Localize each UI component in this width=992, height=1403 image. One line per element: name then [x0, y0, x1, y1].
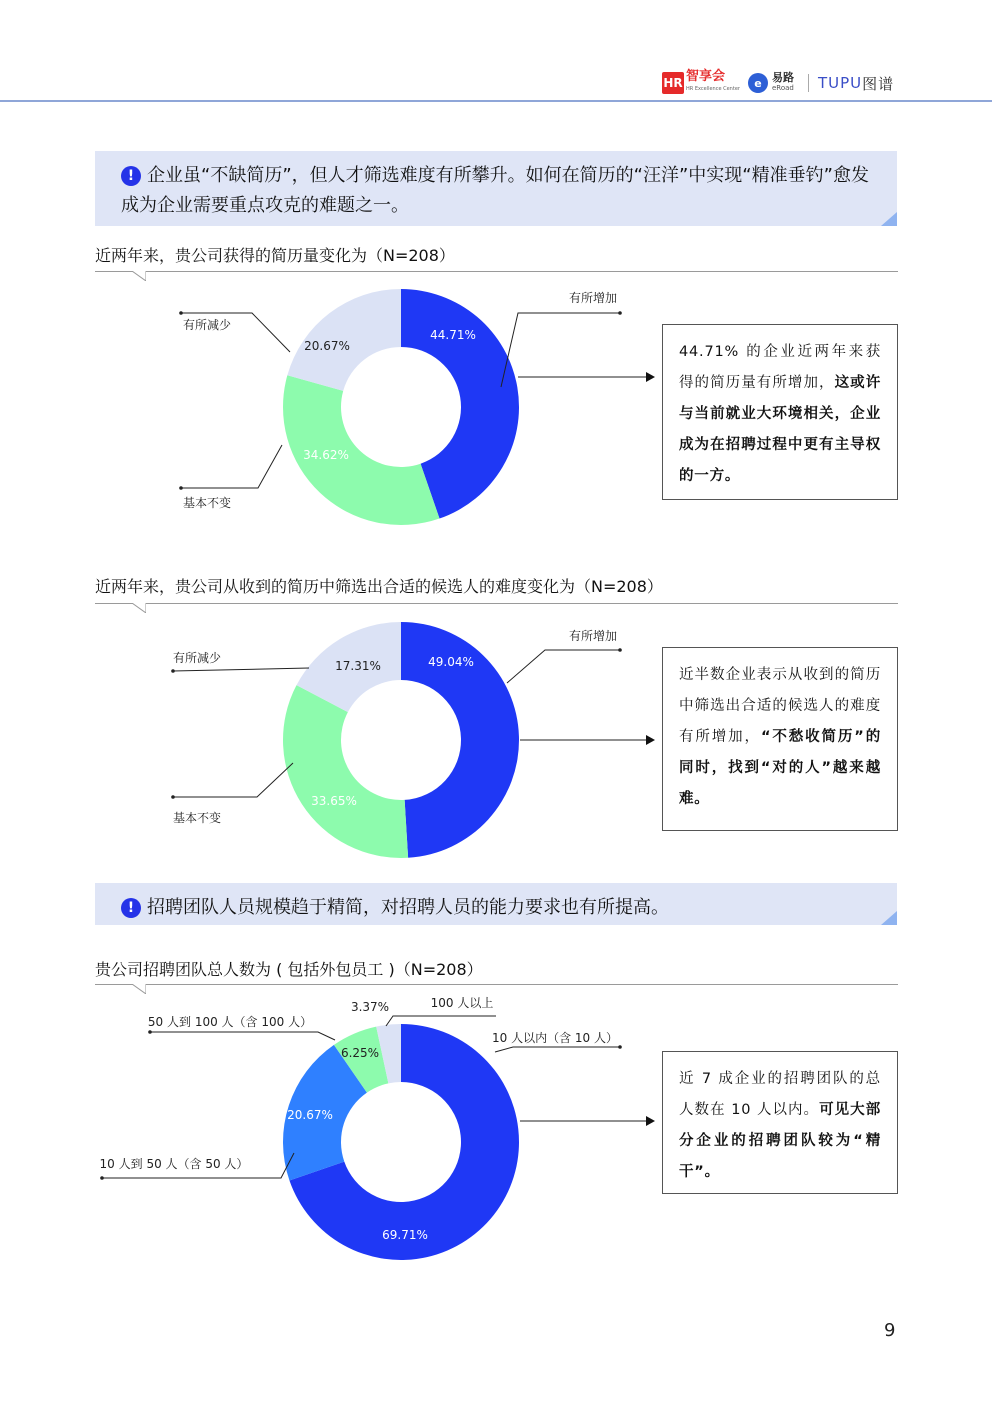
chart-3-legend-50to100: 50 人到 100 人（含 100 人）: [147, 1015, 313, 1029]
arrow-right-icon: [646, 1116, 655, 1126]
chart-2-title: 近两年来，贵公司从收到的简历中筛选出合适的候选人的难度变化为（N=208）: [95, 577, 663, 596]
tupu-logo-en: TUPU: [818, 74, 863, 92]
chart-3-donut: [283, 1000, 519, 1260]
callout-2-bold: “不愁收简历”的同时，找到“对的人”越来越难。: [679, 729, 881, 807]
hr-logo-sub: HR Excellence Center: [686, 86, 740, 92]
callout-1-plain: 44.71% 的企业近两年来获得的简历量有所增加，: [679, 344, 881, 391]
slice-value-label: 17.31%: [335, 659, 381, 673]
page-number: 9: [884, 1320, 896, 1341]
chart-3-legend-10to50: 10 人到 50 人（含 50 人）: [99, 1157, 249, 1171]
arrow-right-icon: [646, 735, 655, 745]
callout-3-bold: 可见大部分企业的招聘团队较为“精干”。: [679, 1102, 882, 1180]
logo-separator: [808, 74, 809, 92]
exclamation-icon: !: [121, 166, 141, 186]
insight-banner-2: [95, 883, 897, 925]
chart-1-legend-increase: 有所增加: [568, 291, 618, 305]
exclamation-icon: !: [121, 898, 141, 918]
banner-1-text: 企业虽“不缺简历”，但人才筛选难度有所攀升。如何在简历的“汪洋”中实现“精准垂钓”愈发成为企业需要重点攻克的难题之一。: [121, 165, 869, 216]
chart-2-legend-decrease: 有所减少: [172, 651, 222, 665]
chart-1-rule: [95, 271, 898, 272]
slice-value-label: 6.25%: [340, 1046, 380, 1060]
banner-2-text: 招聘团队人员规模趋于精简，对招聘人员的能力要求也有所提高。: [147, 897, 669, 918]
callout-3-plain: 近 7 成企业的招聘团队的总人数在 10 人以内。: [679, 1071, 881, 1118]
chart-2-rule: [95, 603, 898, 604]
hr-logo-name: 智享会: [686, 69, 726, 84]
chart-3-rule: [95, 984, 898, 985]
chart-2-legend-same: 基本不变: [172, 811, 222, 825]
rule-notch-icon: [132, 603, 146, 613]
slice-value-label: 44.71%: [430, 328, 476, 342]
header-divider: [0, 100, 992, 102]
chart-3-legend-over100: 100 人以上: [430, 996, 494, 1010]
eroad-logo-name: 易路: [772, 71, 794, 84]
callout-3: [662, 1051, 898, 1194]
slice-value-label: 69.71%: [382, 1228, 428, 1242]
slice-value-label: 33.65%: [311, 794, 357, 808]
chart-1-legend-same: 基本不变: [182, 496, 232, 510]
hr-excellence-logo: [662, 70, 740, 96]
folded-corner-icon: [881, 911, 897, 925]
hr-logo-mark: HR: [662, 72, 684, 94]
donut-slice: [283, 685, 408, 858]
tupu-logo-cn: 图谱: [862, 74, 895, 93]
slice-value-label: 20.67%: [287, 1108, 333, 1122]
callout-2-plain: 近半数企业表示从收到的简历中筛选出合适的候选人的难度有所增加，: [679, 667, 881, 745]
eroad-logo-sub: eRoad: [772, 84, 794, 92]
callout-1-bold: 这或许与当前就业大环境相关，企业成为在招聘过程中更有主导权的一方。: [679, 375, 881, 484]
insight-banner-1: [95, 151, 897, 226]
tupu-logo: [818, 70, 894, 96]
chart-2-donut: [283, 622, 519, 858]
slice-value-label: 3.37%: [350, 1000, 390, 1014]
slice-value-label: 49.04%: [428, 655, 474, 669]
eroad-logo-mark: e: [748, 73, 768, 93]
arrow-right-icon: [646, 372, 655, 382]
callout-2: [662, 647, 898, 831]
chart-3-title: 贵公司招聘团队总人数为 ( 包括外包员工 )（N=208）: [95, 960, 483, 979]
callout-1: [662, 324, 898, 500]
folded-corner-icon: [881, 212, 897, 226]
chart-1-donut: [283, 289, 519, 525]
slice-value-label: 34.62%: [303, 448, 349, 462]
chart-1-legend-decrease: 有所减少: [182, 318, 232, 332]
chart-2-legend-increase: 有所增加: [568, 629, 618, 643]
chart-1-title: 近两年来，贵公司获得的简历量变化为（N=208）: [95, 246, 455, 265]
eroad-logo: [748, 70, 794, 96]
slice-value-label: 20.67%: [304, 339, 350, 353]
chart-3-legend-under10: 10 人以内（含 10 人）: [492, 1031, 618, 1045]
